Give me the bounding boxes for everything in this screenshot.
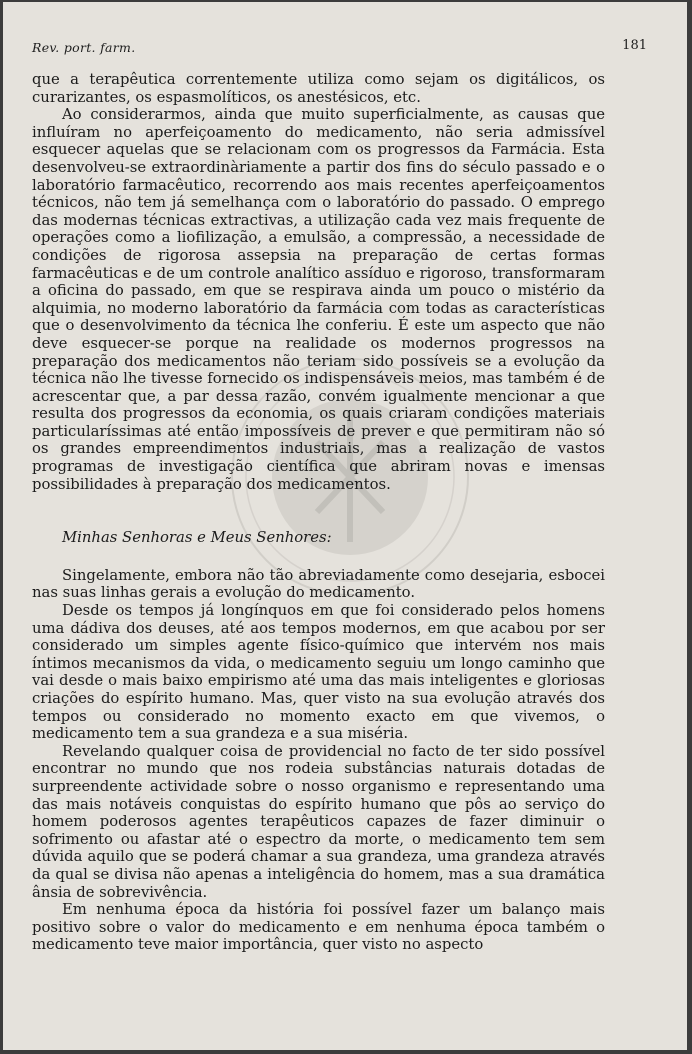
paragraph-6: Em nenhuma época da história foi possível fazer um balanço mais positivo sobre o valor do medicamento e em nenhuma época também o medicamento teve maior importância, quer visto no aspecto (32, 901, 605, 954)
paragraph-4: Desde os tempos já longínquos em que foi considerado pelos homens uma dádiva dos deuses, até aos tempos modernos, em que acabou por ser considerado um simples agente físico-químico que intervém nos mais íntimos mecanismos da vida, o medicamento seguiu um longo caminho que vai desde o mais baixo empirismo até uma das mais inteligentes e gloriosas criações do espírito humano. Mas, quer visto na sua evolução através dos tempos ou considerado no momento exacto em que vivemos, o medicamento tem a sua grandeza e a sua miséria. (32, 602, 605, 743)
paragraph-2: Ao considerarmos, ainda que muito superficialmente, as causas que influíram no aperfeiçoamento do medicamento, não seria admissível esquecer aquelas que se relacionam com os progressos da Farmácia. Esta desenvolveu-se extraordinàriamente a partir dos fins do século passado e o laboratório farmacêutico, recorrendo aos mais recentes aperfeiçoamentos técnicos, não tem já semelhança com o laboratório do passado. O emprego das modernas técnicas extractivas, a utilização cada vez mais frequente de operações como a liofilização, a emulsão, a compressão, a necessidade de condições de rigorosa assepsia na preparação de certas formas farmacêuticas e de um controle analítico assíduo e rigoroso, transformaram a oficina do passado, em que se respirava ainda um pouco o mistério da alquimia, no moderno laboratório da farmácia com todas as características que o desenvolvimento da técnica lhe conferiu. É este um aspecto que não deve esquecer-se porque na realidade os modernos progressos na preparação dos medicamentos não teriam sido possíveis se a evolução da técnica não lhe tivesse fornecido os indispensáveis meios, mas também é de acrescentar que, a par dessa razão, convém igualmente mencionar a que resulta dos progressos da economia, os quais criaram condições materiais particularíssimas até então impossíveis de prever e que permitiram não só os grandes empreendimentos industriais, mas a realização de vastos programas de investigação científica que abriram novas e imensas possibilidades à preparação dos medicamentos. (32, 106, 605, 493)
paragraph-5: Revelando qualquer coisa de providencial no facto de ter sido possível encontrar no mundo que nos rodeia substâncias naturais dotadas de surpreendente actividade sobre o nosso organismo e representando uma das mais notáveis conquistas do espírito humano que pôs ao serviço do homem poderosos agentes terapêuticos capazes de fazer diminuir o sofrimento ou afastar até o espectro da morte, o medicamento tem sem dúvida aquilo que se poderá chamar a sua grandeza, uma grandeza através da qual se divisa não apenas a inteligência do homem, mas a sua dramática ânsia de sobrevivência. (32, 742, 605, 901)
journal-title: Rev. port. farm. (32, 40, 136, 55)
running-header (32, 38, 647, 58)
body-text (32, 71, 605, 954)
page-number: 181 (622, 38, 647, 53)
salutation: Minhas Senhoras e Meus Senhores: (62, 529, 332, 547)
paragraph-1: que a terapêutica correntemente utiliza como sejam os digitálicos, os curarizantes, os espasmolíticos, os anestésicos, etc. (32, 71, 605, 106)
paragraph-3: Singelamente, embora não tão abreviadamente como desejaria, esbocei nas suas linhas gerais a evolução do medicamento. (32, 566, 605, 602)
scanned-page (3, 2, 687, 1050)
